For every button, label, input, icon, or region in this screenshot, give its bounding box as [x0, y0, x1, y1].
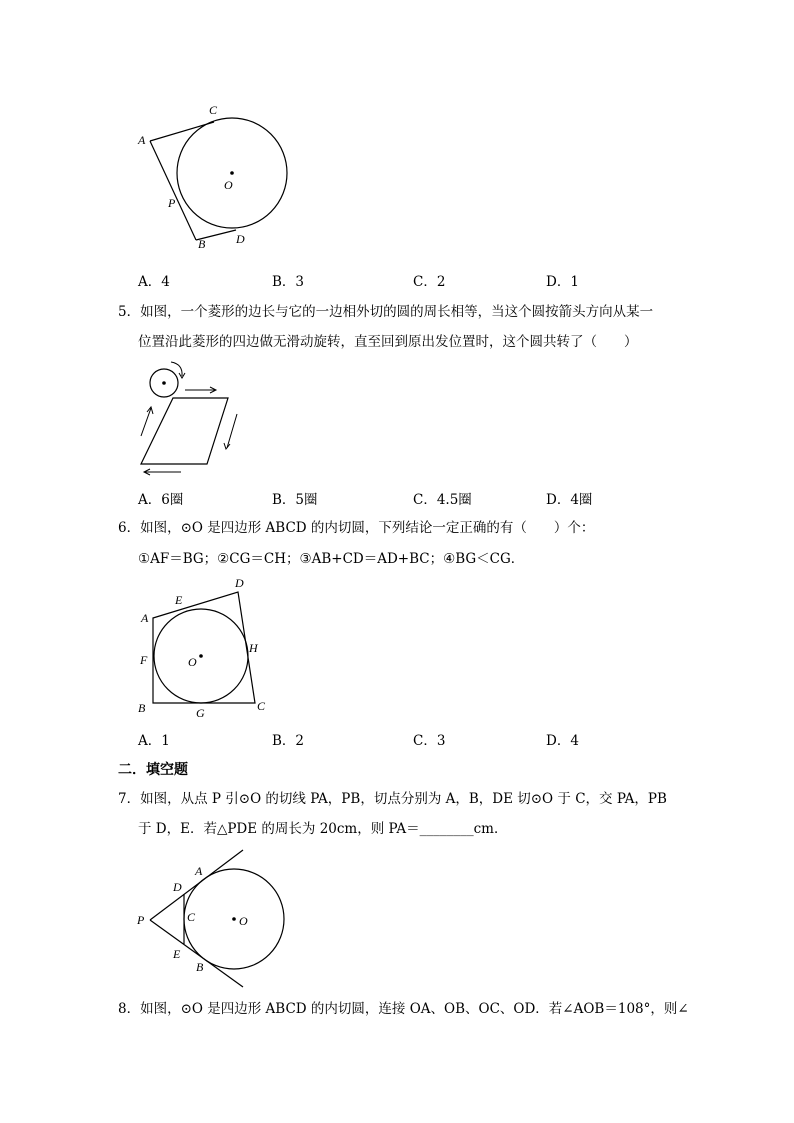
q5-option-c[interactable]: C．4.5圈: [413, 492, 472, 508]
q7-label-c: C: [187, 910, 196, 924]
q7-label-p: P: [137, 913, 145, 927]
q5-figure: [135, 360, 255, 490]
q4-label-b: B: [198, 237, 206, 251]
q4-option-a[interactable]: A．4: [138, 274, 170, 290]
q7-label-o: O: [239, 914, 248, 928]
q5-rhombus: [141, 398, 228, 464]
q6-label-o: O: [188, 655, 197, 669]
q6-label-e: E: [175, 593, 183, 607]
q5-arrow-down-icon: [227, 414, 237, 448]
q4-label-a: A: [138, 133, 146, 147]
q4-label-p: P: [168, 196, 176, 210]
q7-label-a: A: [195, 864, 203, 878]
q4-figure: [130, 100, 330, 250]
q7-center-dot: [232, 917, 236, 921]
q6-label-d: D: [235, 576, 244, 590]
q8-text-line1: 8．如图，⊙O 是四边形 ABCD 的内切圆，连接 OA、OB、OC、OD．若∠AOB＝108°，则∠: [118, 1001, 689, 1017]
q4-label-d: D: [236, 232, 245, 246]
q7-text-line2-a: 于 D，E．若△PDE 的周长为 20cm，则 PA＝: [138, 821, 420, 837]
q6-label-b: B: [138, 701, 146, 715]
q6-option-d[interactable]: D．4: [546, 733, 579, 749]
q6-label-c: C: [257, 699, 266, 713]
q5-option-b[interactable]: B．5圈: [272, 492, 318, 508]
q7-label-e: E: [173, 947, 181, 961]
q4-label-c: C: [209, 103, 218, 117]
q4-option-c[interactable]: C．2: [413, 274, 446, 290]
q7-figure: [135, 845, 295, 995]
q5-circle-dot: [162, 381, 166, 385]
q4-line-ac: [150, 122, 214, 141]
q7-tangent-pb: [150, 920, 243, 987]
q7-text-line2: [138, 819, 508, 839]
q4-line-ab: [150, 141, 196, 240]
q6-label-f: F: [140, 653, 148, 667]
q6-label-h: H: [249, 641, 258, 655]
q6-label-a: A: [141, 611, 149, 625]
q5-arrow-up-icon: [141, 408, 151, 436]
q5-text-line2: 位置沿此菱形的四边做无滑动旋转，直至回到原出发位置时，这个圆共转了（ ）: [138, 334, 638, 350]
q7-text-line2-b: cm．: [473, 821, 508, 837]
q4-center-dot: [230, 171, 234, 175]
q4-option-b[interactable]: B．3: [272, 274, 305, 290]
q5-arrowhead-down: [224, 443, 230, 449]
q5-option-d[interactable]: D．4圈: [546, 492, 593, 508]
q5-option-a[interactable]: A．6圈: [138, 492, 184, 508]
q6-text-line1: 6．如图，⊙O 是四边形 ABCD 的内切圆，下列结论一定正确的有（ ）个：: [118, 520, 595, 536]
q6-center-dot: [199, 654, 203, 658]
q7-answer-blank[interactable]: ________: [419, 821, 474, 837]
q7-text-line1: 7．如图，从点 P 引⊙O 的切线 PA，PB，切点分别为 A，B，DE 切⊙O 于 C，交 PA，PB: [118, 791, 667, 807]
q4-option-d[interactable]: D．1: [546, 274, 579, 290]
q4-label-o: O: [224, 178, 233, 192]
q7-label-b: B: [196, 960, 204, 974]
q6-option-a[interactable]: A．1: [138, 733, 170, 749]
q6-option-c[interactable]: C．3: [413, 733, 446, 749]
q6-option-b[interactable]: B．2: [272, 733, 305, 749]
q5-rotation-arrow-icon: [171, 362, 182, 376]
section-title-fill-in: 二．填空题: [118, 762, 188, 778]
q7-label-d: D: [173, 880, 182, 894]
q6-text-line2: ①AF＝BG；②CG＝CH；③AB+CD＝AD+BC；④BG＜CG．: [138, 551, 525, 567]
q6-label-g: G: [196, 706, 205, 720]
q5-text-line1: 5．如图，一个菱形的边长与它的一边相外切的圆的周长相等，当这个圆按箭头方向从某一: [118, 304, 654, 320]
q6-figure: [135, 572, 275, 722]
q7-tangent-pa: [150, 850, 243, 920]
